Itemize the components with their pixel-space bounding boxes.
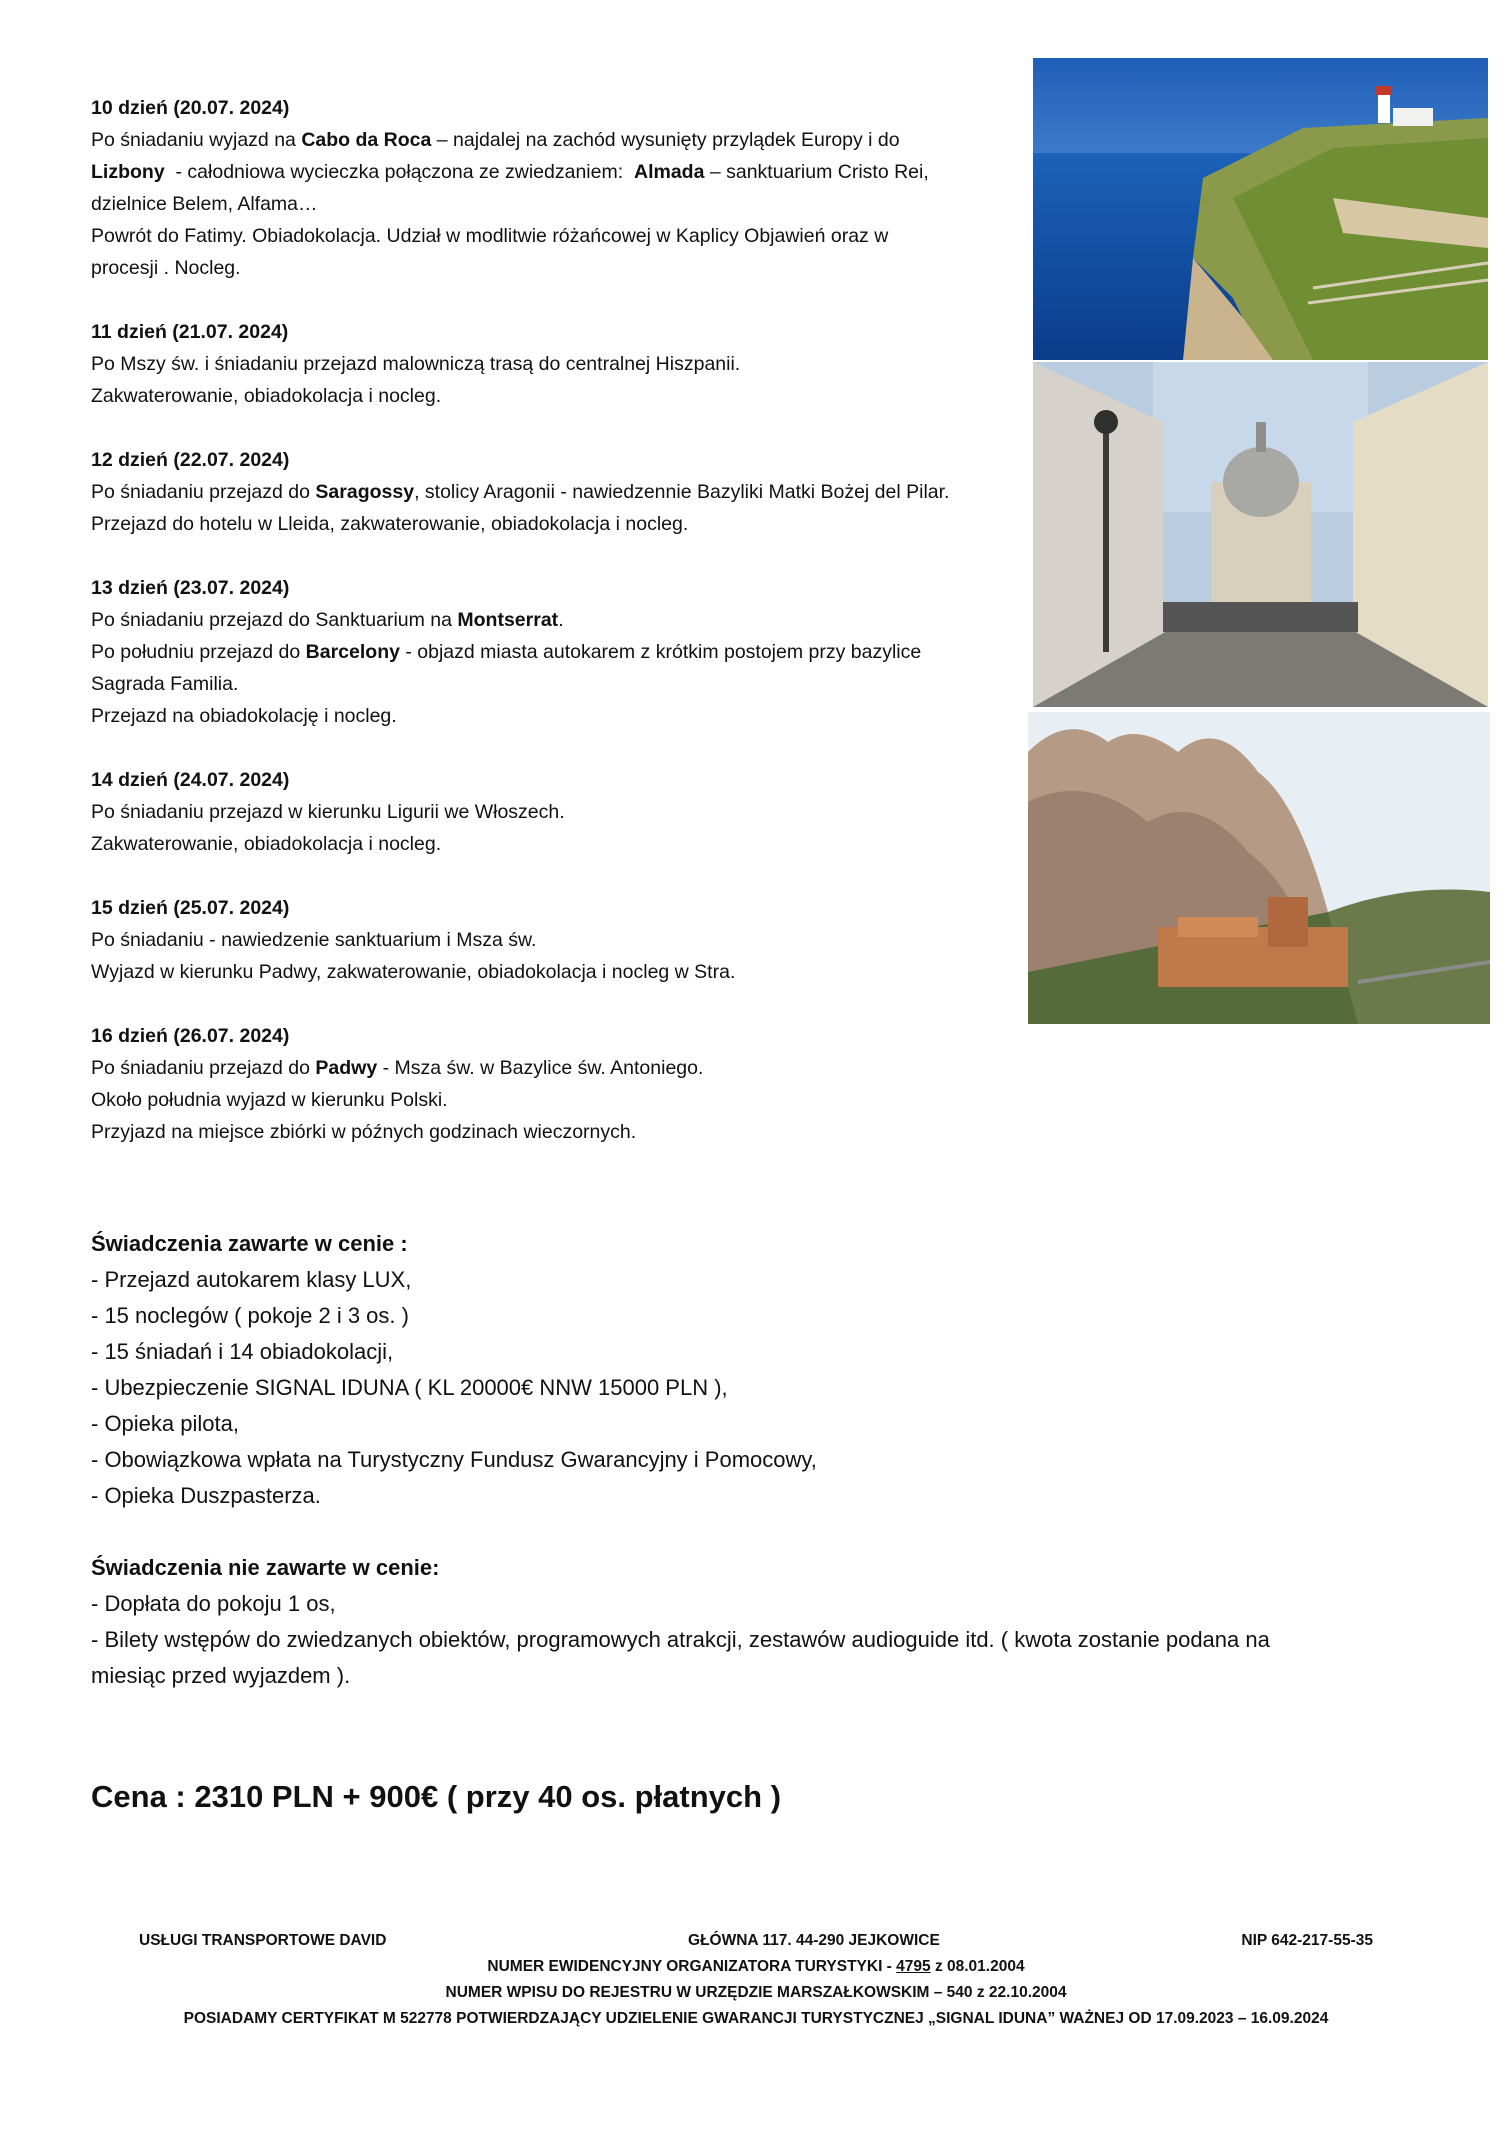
line-text: Zakwaterowanie, obiadokolacja i nocleg. <box>91 833 442 855</box>
day-line <box>91 956 1011 988</box>
footer-register-entry: NUMER WPISU DO REJESTRU W URZĘDZIE MARSZAŁKOWSKIM – 540 z 22.10.2004 <box>445 1984 1067 2001</box>
day-title: 13 dzień (23.07. 2024) <box>91 577 290 599</box>
day-line <box>91 924 1011 956</box>
day-line <box>91 380 1011 412</box>
service-item: - Opieka pilota, <box>91 1411 239 1436</box>
line-text: Sagrada Familia. <box>91 673 239 695</box>
footer-certificate: POSIADAMY CERTYFIKAT M 522778 POTWIERDZAJĄCY UDZIELENIE GWARANCJI TURYSTYCZNEJ „SIGNAL IDUNA” WAŻNEJ OD 17.09.2023 – 16.09.2024 <box>183 2010 1329 2027</box>
cabo-da-roca-photo <box>1033 58 1488 360</box>
line-text: Po śniadaniu przejazd do <box>91 481 316 503</box>
day-title: 16 dzień (26.07. 2024) <box>91 1025 290 1047</box>
montserrat-photo <box>1028 712 1490 1024</box>
place-name: Almada <box>633 161 705 183</box>
line-text: Przyjazd na miejsce zbiórki w późnych godzinach wieczornych. <box>91 1121 637 1143</box>
not-included-heading: Świadczenia nie zawarte w cenie: <box>91 1555 440 1580</box>
day-line <box>91 476 1011 508</box>
line-text: Zakwaterowanie, obiadokolacja i nocleg. <box>91 385 442 407</box>
line-text: Przejazd do hotelu w Lleida, zakwaterowanie, obiadokolacja i nocleg. <box>91 513 689 535</box>
line-text: - całodniowa wycieczka połączona ze zwiedzaniem: <box>164 161 634 183</box>
day-line <box>91 508 1011 540</box>
service-item: - Dopłata do pokoju 1 os, <box>91 1591 336 1616</box>
line-text: Po Mszy św. i śniadaniu przejazd malowniczą trasą do centralnej Hiszpanii. <box>91 353 741 375</box>
line-text: , stolicy Aragonii - nawiedzennie Bazyliki Matki Bożej del Pilar. <box>414 481 950 503</box>
day-block <box>91 764 1011 860</box>
day-line <box>91 124 1011 156</box>
service-item: - Przejazd autokarem klasy LUX, <box>91 1267 412 1292</box>
day-line <box>91 252 1011 284</box>
footer <box>91 1928 1421 2032</box>
day-line <box>91 1084 1011 1116</box>
day-line <box>91 828 1011 860</box>
line-text: Powrót do Fatimy. Obiadokolacja. Udział w modlitwie różańcowej w Kaplicy Objawień oraz w <box>91 225 889 247</box>
included-services <box>91 1226 1421 1514</box>
day-block <box>91 316 1011 412</box>
service-item: - Opieka Duszpasterza. <box>91 1483 321 1508</box>
line-text: – sanktuarium Cristo Rei, <box>704 161 929 183</box>
not-included-services <box>91 1550 1421 1694</box>
line-text: Wyjazd w kierunku Padwy, zakwaterowanie, obiadokolacja i nocleg w Stra. <box>91 961 736 983</box>
day-line <box>91 156 1011 188</box>
day-title: 10 dzień (20.07. 2024) <box>91 97 290 119</box>
day-line <box>91 348 1011 380</box>
day-title: 15 dzień (25.07. 2024) <box>91 897 290 919</box>
place-name: Saragossy <box>315 481 415 503</box>
day-title: 11 dzień (21.07. 2024) <box>91 321 289 343</box>
services-section <box>91 1226 1421 1730</box>
line-text: - Msza św. w Bazylice św. Antoniego. <box>377 1057 704 1079</box>
service-item: - Ubezpieczenie SIGNAL IDUNA ( KL 20000€ NNW 15000 PLN ), <box>91 1375 728 1400</box>
day-line <box>91 668 1011 700</box>
line-text: Około południa wyjazd w kierunku Polski. <box>91 1089 448 1111</box>
day-title: 14 dzień (24.07. 2024) <box>91 769 290 791</box>
line-text: Po śniadaniu przejazd w kierunku Ligurii we Włoszech. <box>91 801 565 823</box>
place-name: Cabo da Roca <box>301 129 432 151</box>
footer-company: USŁUGI TRANSPORTOWE DAVID <box>139 1932 387 1949</box>
day-line <box>91 700 1011 732</box>
line-text: Po śniadaniu przejazd do <box>91 1057 316 1079</box>
service-item: - Obowiązkowa wpłata na Turystyczny Fundusz Gwarancyjny i Pomocowy, <box>91 1447 817 1472</box>
line-text: procesji . Nocleg. <box>91 257 241 279</box>
day-title: 12 dzień (22.07. 2024) <box>91 449 290 471</box>
saragossa-street-photo <box>1033 362 1488 707</box>
line-text: - objazd miasta autokarem z krótkim postojem przy bazylice <box>399 641 922 663</box>
day-block <box>91 1020 1011 1148</box>
footer-address: GŁÓWNA 117. 44-290 JEJKOWICE <box>688 1932 940 1949</box>
day-block <box>91 444 1011 540</box>
itinerary <box>91 92 1011 1180</box>
footer-nip: NIP 642-217-55-35 <box>1241 1932 1373 1949</box>
service-item: - 15 noclegów ( pokoje 2 i 3 os. ) <box>91 1303 409 1328</box>
service-item: - 15 śniadań i 14 obiadokolacji, <box>91 1339 394 1364</box>
service-item: miesiąc przed wyjazdem ). <box>91 1663 351 1688</box>
line-text: Po śniadaniu przejazd do Sanktuarium na <box>91 609 458 631</box>
line-text: Po śniadaniu - nawiedzenie sanktuarium i Msza św. <box>91 929 537 951</box>
price-line: Cena : 2310 PLN + 900€ ( przy 40 os. płatnych ) <box>91 1779 782 1814</box>
line-text: Przejazd na obiadokolację i nocleg. <box>91 705 397 727</box>
day-block <box>91 892 1011 988</box>
day-block <box>91 92 1011 284</box>
day-line <box>91 636 1011 668</box>
line-text: Po śniadaniu wyjazd na <box>91 129 302 151</box>
footer-registry-number: NUMER EWIDENCYJNY ORGANIZATORA TURYSTYKI - 4795 z 08.01.2004 <box>487 1958 1025 1975</box>
day-block <box>91 572 1011 732</box>
place-name: Barcelony <box>305 641 400 663</box>
place-name: Montserrat <box>457 609 559 631</box>
day-line <box>91 220 1011 252</box>
line-text: . <box>558 609 564 631</box>
place-name: Lizbony <box>91 161 165 183</box>
line-text: – najdalej na zachód wysunięty przylądek Europy i do <box>431 129 900 151</box>
line-text: dzielnice Belem, Alfama… <box>91 193 318 215</box>
day-line <box>91 604 1011 636</box>
included-heading: Świadczenia zawarte w cenie : <box>91 1231 408 1256</box>
day-line <box>91 1052 1011 1084</box>
day-line <box>91 188 1011 220</box>
line-text: Po południu przejazd do <box>91 641 306 663</box>
service-item: - Bilety wstępów do zwiedzanych obiektów, programowych atrakcji, zestawów audioguide itd. ( kwota zostanie podana na <box>91 1627 1270 1652</box>
place-name: Padwy <box>315 1057 378 1079</box>
day-line <box>91 1116 1011 1148</box>
day-line <box>91 796 1011 828</box>
